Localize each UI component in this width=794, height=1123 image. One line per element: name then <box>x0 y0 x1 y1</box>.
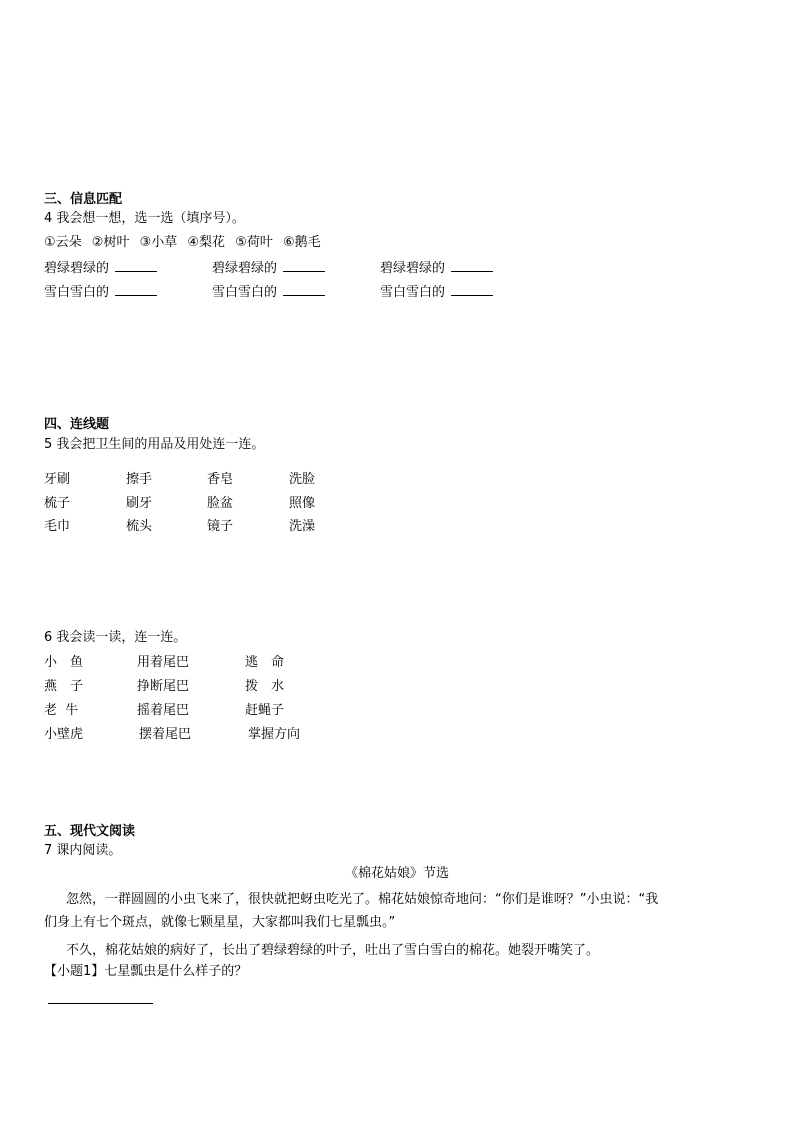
match-word[interactable]: 梳头 <box>126 519 153 534</box>
match-word[interactable]: 擦手 <box>126 472 153 487</box>
match-word[interactable]: 老 牛 <box>44 703 79 718</box>
option-item: ④梨花 <box>187 235 226 250</box>
answer-line[interactable] <box>48 1003 153 1004</box>
fill-label: 雪白雪白的 <box>380 285 446 300</box>
fill-item <box>44 283 157 301</box>
match-word[interactable]: 梳子 <box>44 496 71 511</box>
match-word[interactable]: 小壁虎 <box>44 727 84 742</box>
match-word[interactable]: 摇着尾巴 <box>137 703 190 718</box>
passage-line: 不久，棉花姑娘的病好了，长出了碧绿碧绿的叶子，吐出了雪白雪白的棉花。她裂开嘴笑了。 <box>66 943 600 958</box>
question-6: 6 我会读一读，连一连。 <box>44 630 187 645</box>
answer-blank[interactable] <box>115 283 157 296</box>
match-word[interactable]: 牙刷 <box>44 472 71 487</box>
match-word[interactable]: 小 鱼 <box>44 655 84 670</box>
fill-label: 碧绿碧绿的 <box>380 261 446 276</box>
section4-heading: 四、连线题 <box>44 417 110 432</box>
option-item: ⑤荷叶 <box>235 235 273 250</box>
passage-paragraph <box>44 911 744 934</box>
passage-line: 忽然，一群圆圆的小虫飞来了，很快就把蚜虫吃光了。棉花姑娘惊奇地问：“你们是谁呀？”小虫说：“我 <box>66 892 659 907</box>
option-item: ②树叶 <box>91 235 130 250</box>
fill-item <box>380 259 493 277</box>
option-item: ③小草 <box>139 235 178 250</box>
option-item: ⑥鹅毛 <box>282 235 321 250</box>
fill-item <box>44 259 157 277</box>
match-word[interactable]: 洗澡 <box>289 519 316 534</box>
match-word[interactable]: 赶蝇子 <box>245 703 285 718</box>
sub-question-1: 【小题1】七星瓢虫是什么样子的？ <box>44 964 248 979</box>
match-word[interactable]: 燕 子 <box>44 679 84 694</box>
match-word[interactable]: 香皂 <box>207 472 234 487</box>
match-word[interactable]: 刷牙 <box>126 496 153 511</box>
option-list <box>44 235 321 251</box>
question-7: 7 课内阅读。 <box>44 843 122 858</box>
match-word[interactable]: 掌握方向 <box>248 727 301 742</box>
answer-blank[interactable] <box>115 259 157 272</box>
match-word[interactable]: 镜子 <box>207 519 234 534</box>
match-word[interactable]: 拨 水 <box>245 679 285 694</box>
answer-blank[interactable] <box>451 259 493 272</box>
match-word[interactable]: 洗脸 <box>289 472 316 487</box>
section5-heading: 五、现代文阅读 <box>44 824 136 839</box>
section3-heading: 三、信息匹配 <box>44 192 123 207</box>
match-word[interactable]: 逃 命 <box>245 655 285 670</box>
fill-item <box>212 259 325 277</box>
answer-blank[interactable] <box>451 283 493 296</box>
answer-blank[interactable] <box>283 283 325 296</box>
question-5: 5 我会把卫生间的用品及用处连一连。 <box>44 437 265 452</box>
fill-item <box>380 283 493 301</box>
match-word[interactable]: 摆着尾巴 <box>139 727 192 742</box>
match-word[interactable]: 照像 <box>289 496 316 511</box>
fill-label: 碧绿碧绿的 <box>44 261 110 276</box>
match-word[interactable]: 脸盆 <box>207 496 234 511</box>
passage-line: 们身上有七个斑点，就像七颗星星，大家都叫我们七星瓢虫。” <box>44 915 396 930</box>
question-4: 4 我会想一想，选一选（填序号）。 <box>44 211 245 226</box>
match-word[interactable]: 毛巾 <box>44 519 71 534</box>
passage-title: 《棉花姑娘》节选 <box>344 866 449 881</box>
answer-blank[interactable] <box>283 259 325 272</box>
match-word[interactable]: 用着尾巴 <box>137 655 190 670</box>
fill-label: 雪白雪白的 <box>44 285 110 300</box>
passage-paragraph <box>44 888 744 911</box>
fill-label: 雪白雪白的 <box>212 285 278 300</box>
fill-label: 碧绿碧绿的 <box>212 261 278 276</box>
passage-paragraph <box>44 939 744 962</box>
option-item: ①云朵 <box>44 235 82 250</box>
fill-item <box>212 283 325 301</box>
match-word[interactable]: 挣断尾巴 <box>137 679 190 694</box>
